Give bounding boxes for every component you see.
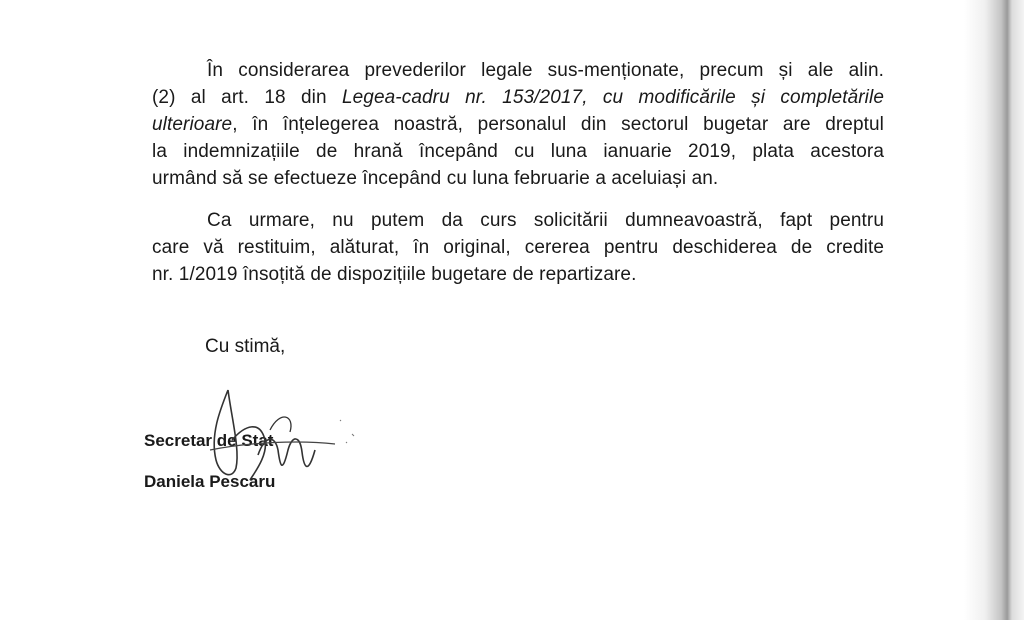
paragraph-conclusion (152, 207, 884, 288)
paragraph1-line2 (152, 84, 884, 111)
paragraph-legal-basis (152, 57, 884, 192)
paragraph1-line5: urmând să se efectueze începând cu luna februarie a aceluiași an. (152, 168, 719, 189)
signatory-name: Daniela Pescaru (144, 472, 276, 491)
signatory-title: Secretar de Stat (144, 431, 274, 450)
signatory-block (144, 420, 275, 502)
paragraph1-line2-text: (2) al art. 18 din (152, 87, 327, 108)
law-reference-continued: ulterioare (152, 114, 233, 135)
paragraph1-line3-text: , în înțelegerea noastră, personalul din sectorul bugetar are dreptul (232, 114, 884, 135)
paragraph1-line4: la indemnizațiile de hrană începând cu luna ianuarie 2019, plata acestora (152, 141, 884, 162)
law-reference: Legea-cadru nr. 153/2017, cu modificările și completările (341, 87, 884, 108)
paragraph2-line2: care vă restituim, alăturat, în original, cererea pentru deschiderea de credite (152, 237, 884, 258)
paragraph1-line3 (152, 111, 884, 138)
paragraph2-line1: Ca urmare, nu putem da curs solicitării dumneavoastră, fapt pentru (207, 210, 884, 231)
paragraph2-line3: nr. 1/2019 însoțită de dispozițiile bugetare de repartizare. (152, 264, 637, 285)
paragraph1-line1: În considerarea prevederilor legale sus-menționate, precum și ale alin. (207, 60, 884, 81)
page-edge-shadow (964, 0, 1024, 620)
closing-greeting: Cu stimă, (205, 336, 286, 357)
